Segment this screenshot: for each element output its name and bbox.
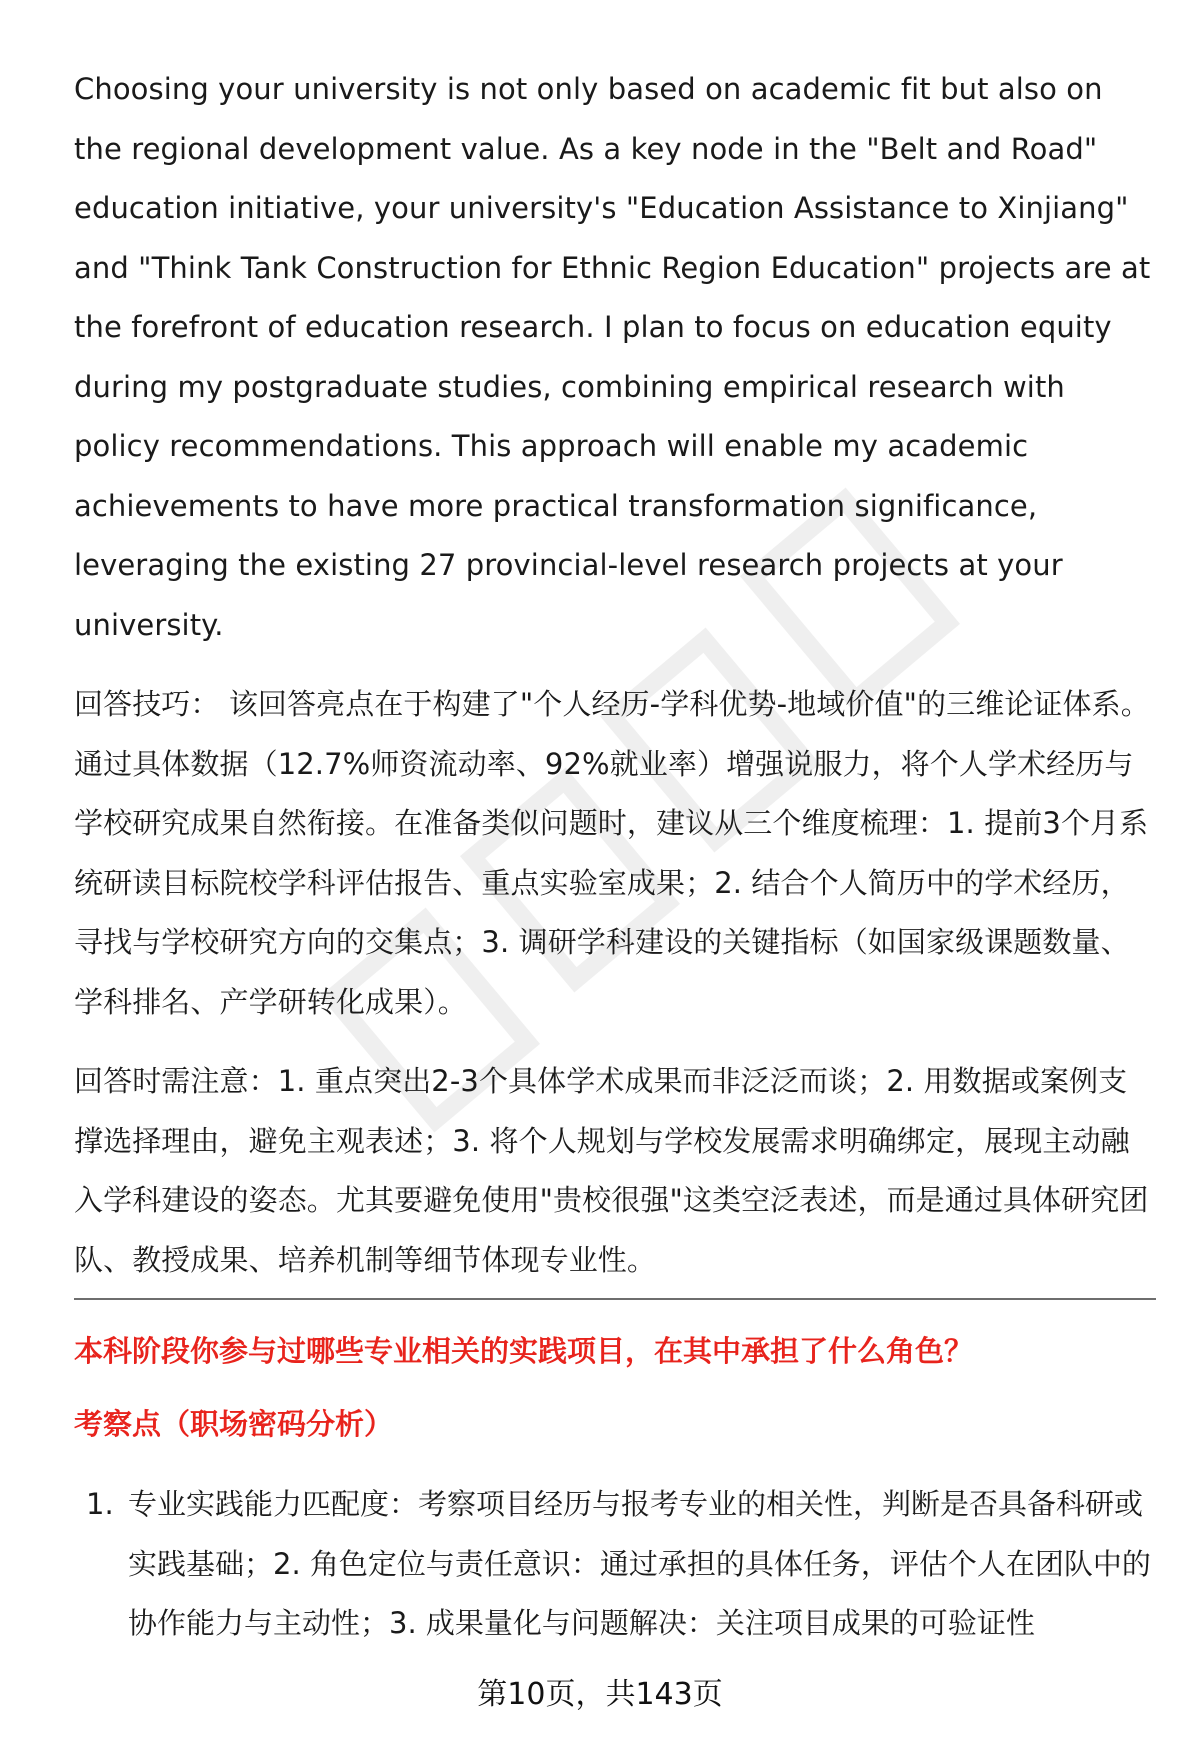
answer-tips-paragraph: 回答技巧： 该回答亮点在于构建了"个人经历-学科优势-地域价值"的三维论证体系。通过具体数据（12.7%师资流动率、92%就业率）增强说服力，将个人学术经历与学校研究成果自然衔接。在准备类似问题时，建议从三个维度梳理：1. 提前3个月系统研读目标院校学科评估报告、重点实验室成果；2. 结合个人简历中的学术经历，寻找与学校研究方向的交集点；3. 调研学科建设的关键指标（如国家级课题数量、学科排名、产学研转化成果）。 bbox=[74, 687, 1150, 1019]
analysis-subheading: 考察点（职场密码分析） bbox=[74, 1407, 394, 1441]
english-paragraph: Choosing your university is not only based on academic fit but also on the regional development value. As a key node in the "Belt and Road" education initiative, your university's "Education Assistance to Xinjiang" and "Think Tank Construction for Ethnic Region Education" projects are at the forefront of education research. I plan to focus on education equity during my postgraduate studies, combining empirical research with policy recommendations. This approach will enable my academic achievements to have more practical transformation significance, leveraging the existing 27 provincial-level research projects at your university. bbox=[74, 72, 1151, 642]
analysis-list bbox=[74, 1475, 1154, 1654]
list-item-text: 专业实践能力匹配度：考察项目经历与报考专业的相关性，判断是否具备科研或实践基础；2. 角色定位与责任意识：通过承担的具体任务，评估个人在团队中的协作能力与主动性；3. 成果量化与问题解决：关注项目成果的可验证性 bbox=[128, 1487, 1151, 1640]
answer-notes-paragraph: 回答时需注意：1. 重点突出2-3个具体学术成果而非泛泛而谈；2. 用数据或案例支撑选择理由，避免主观表述；3. 将个人规划与学校发展需求明确绑定，展现主动融入学科建设的姿态。尤其要避免使用"贵校很强"这类空泛表述，而是通过具体研究团队、教授成果、培养机制等细节体现专业性。 bbox=[74, 1064, 1149, 1277]
list-item-number: 1. bbox=[86, 1487, 114, 1521]
document-body bbox=[74, 60, 1154, 1310]
question-heading: 本科阶段你参与过哪些专业相关的实践项目，在其中承担了什么角色？ bbox=[74, 1334, 974, 1368]
list-item bbox=[74, 1475, 1154, 1654]
page-number: 第10页，共143页 bbox=[477, 1677, 723, 1712]
section-divider bbox=[74, 1298, 1156, 1300]
